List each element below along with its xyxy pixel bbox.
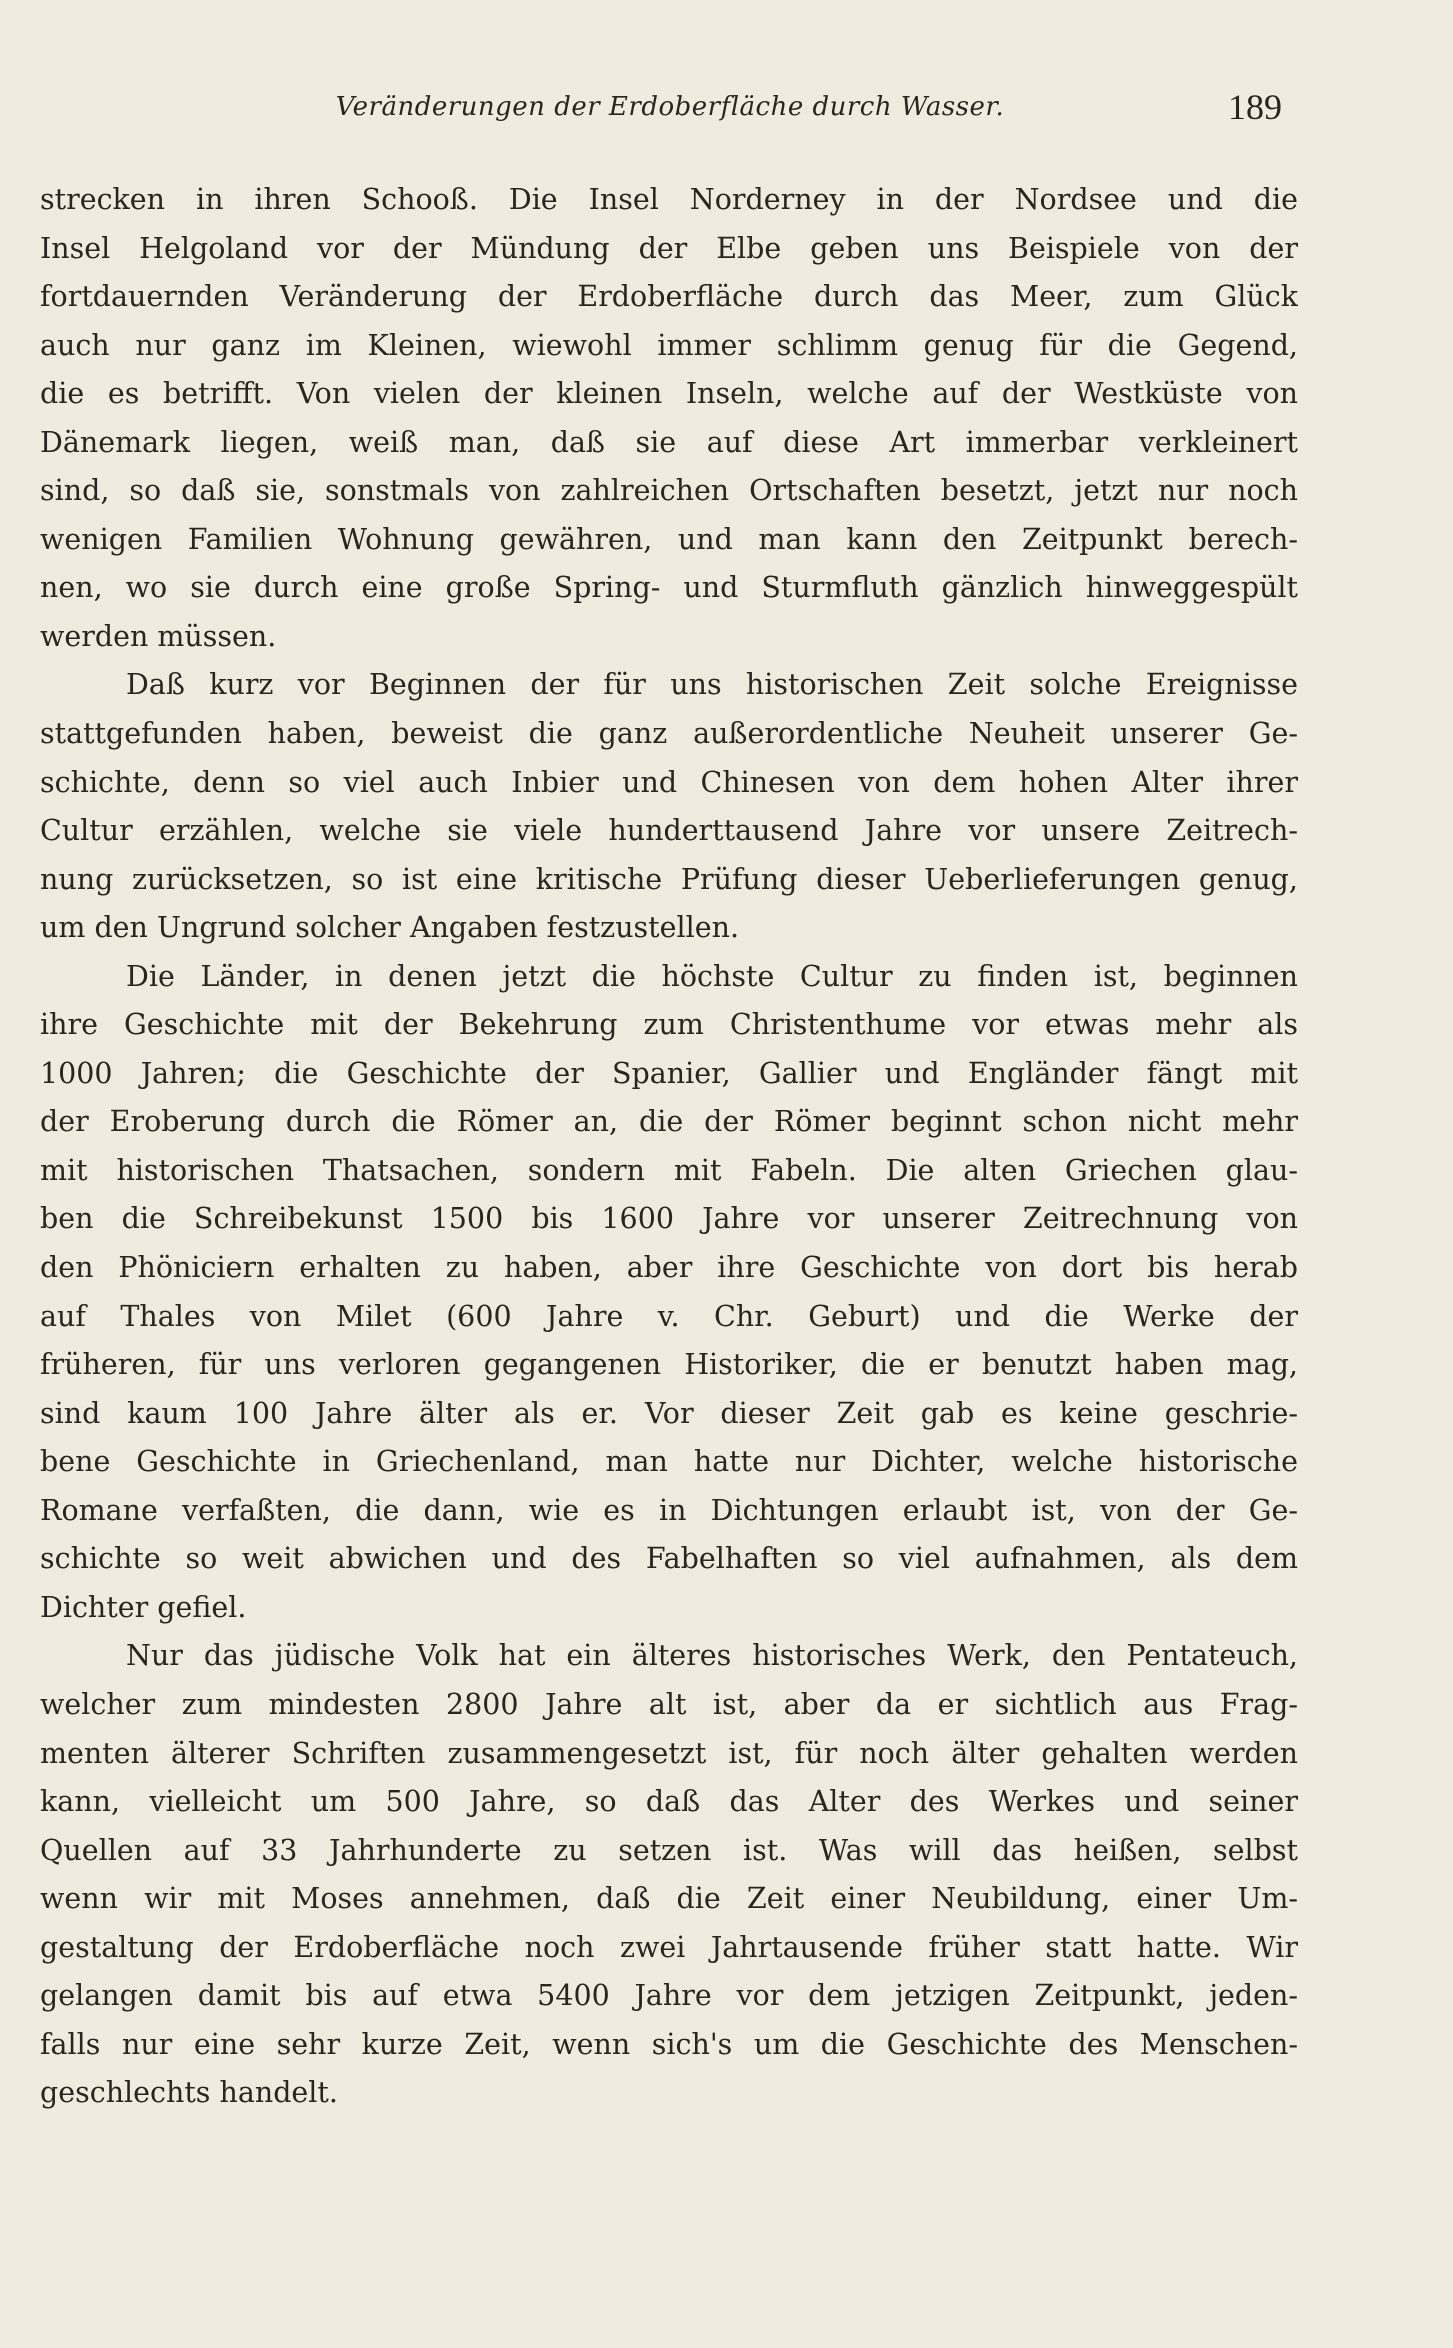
text-line: Dänemark liegen, weiß man, daß sie auf diese Art immerbar verkleinert (40, 425, 1298, 459)
text-line: ben die Schreibekunst 1500 bis 1600 Jahre vor unserer Zeitrechnung von (40, 1202, 1298, 1236)
text-line: sind, so daß sie, sonstmals von zahlreichen Ortschaften besetzt, jetzt nur noch (40, 474, 1298, 508)
text-line: nen, wo sie durch eine große Spring- und Sturmfluth gänzlich hinweggespült (40, 571, 1298, 605)
text-line: gestaltung der Erdoberfläche noch zwei Jahrtausende früher statt hatte. Wir (40, 1930, 1298, 1964)
text-line: stattgefunden haben, beweist die ganz außerordentliche Neuheit unserer Ge- (40, 717, 1298, 751)
text-line: den Phöniciern erhalten zu haben, aber ihre Geschichte von dort bis herab (40, 1251, 1298, 1285)
text-line: menten älterer Schriften zusammengesetzt ist, für noch älter gehalten werden (40, 1736, 1298, 1770)
text-line: Die Länder, in denen jetzt die höchste Cultur zu finden ist, beginnen (126, 959, 1298, 993)
text-line: die es betrifft. Von vielen der kleinen Inseln, welche auf der Westküste von (40, 377, 1298, 411)
text-line: sind kaum 100 Jahre älter als er. Vor dieser Zeit gab es keine geschrie- (40, 1396, 1298, 1430)
text-line: ihre Geschichte mit der Bekehrung zum Christenthume vor etwas mehr als (40, 1008, 1298, 1042)
text-line: Insel Helgoland vor der Mündung der Elbe geben uns Beispiele von der (40, 231, 1298, 265)
text-line: Dichter gefiel. (40, 1590, 247, 1624)
body-text (40, 176, 1298, 2118)
running-head (0, 87, 1453, 132)
text-line: bene Geschichte in Griechenland, man hatte nur Dichter, welche historische (40, 1445, 1298, 1479)
text-line: fortdauernden Veränderung der Erdoberfläche durch das Meer, zum Glück (40, 280, 1298, 314)
text-line: Cultur erzählen, welche sie viele hunderttausend Jahre vor unsere Zeitrech- (40, 814, 1298, 848)
text-line: der Eroberung durch die Römer an, die der Römer beginnt schon nicht mehr (40, 1105, 1298, 1139)
paragraph (40, 1632, 1298, 2117)
text-line: wenn wir mit Moses annehmen, daß die Zeit einer Neubildung, einer Um- (40, 1882, 1298, 1916)
paragraph (40, 953, 1298, 1633)
text-line: früheren, für uns verloren gegangenen Historiker, die er benutzt haben mag, (40, 1348, 1298, 1382)
text-line: Nur das jüdische Volk hat ein älteres historisches Werk, den Pentateuch, (126, 1639, 1298, 1673)
text-line: schichte so weit abwichen und des Fabelhaften so viel aufnahmen, als dem (40, 1542, 1298, 1576)
text-line: um den Ungrund solcher Angaben festzustellen. (40, 911, 740, 945)
text-line: welcher zum mindesten 2800 Jahre alt ist, aber da er sichtlich aus Frag- (40, 1687, 1298, 1721)
text-line: gelangen damit bis auf etwa 5400 Jahre vor dem jetzigen Zeitpunkt, jeden- (40, 1979, 1298, 2013)
page-number: 189 (1228, 87, 1282, 127)
text-line: Daß kurz vor Beginnen der für uns historischen Zeit solche Ereignisse (126, 668, 1298, 702)
text-line: 1000 Jahren; die Geschichte der Spanier, Gallier und Engländer fängt mit (40, 1056, 1298, 1090)
text-line: wenigen Familien Wohnung gewähren, und man kann den Zeitpunkt berech- (40, 522, 1298, 556)
text-line: falls nur eine sehr kurze Zeit, wenn sich's um die Geschichte des Menschen- (40, 2027, 1298, 2061)
text-line: strecken in ihren Schooß. Die Insel Norderney in der Nordsee und die (40, 183, 1298, 216)
text-line: auch nur ganz im Kleinen, wiewohl immer schlimm genug für die Gegend, (40, 328, 1298, 362)
text-line: kann, vielleicht um 500 Jahre, so daß das Alter des Werkes und seiner (40, 1785, 1298, 1819)
running-title: Veränderungen der Erdoberfläche durch Wasser. (335, 92, 1005, 122)
text-line: geschlechts handelt. (40, 2076, 338, 2110)
text-line: Quellen auf 33 Jahrhunderte zu setzen ist. Was will das heißen, selbst (40, 1833, 1298, 1867)
text-line: werden müssen. (40, 619, 277, 653)
text-line: nung zurücksetzen, so ist eine kritische Prüfung dieser Ueberlieferungen genug, (40, 862, 1298, 896)
text-line: mit historischen Thatsachen, sondern mit Fabeln. Die alten Griechen glau- (40, 1153, 1298, 1187)
text-line: Romane verfaßten, die dann, wie es in Dichtungen erlaubt ist, von der Ge- (40, 1493, 1298, 1527)
paragraph (40, 176, 1298, 661)
text-line: auf Thales von Milet (600 Jahre v. Chr. Geburt) und die Werke der (40, 1299, 1298, 1333)
text-line: schichte, denn so viel auch Inbier und Chinesen von dem hohen Alter ihrer (40, 765, 1298, 799)
paragraph (40, 661, 1298, 952)
